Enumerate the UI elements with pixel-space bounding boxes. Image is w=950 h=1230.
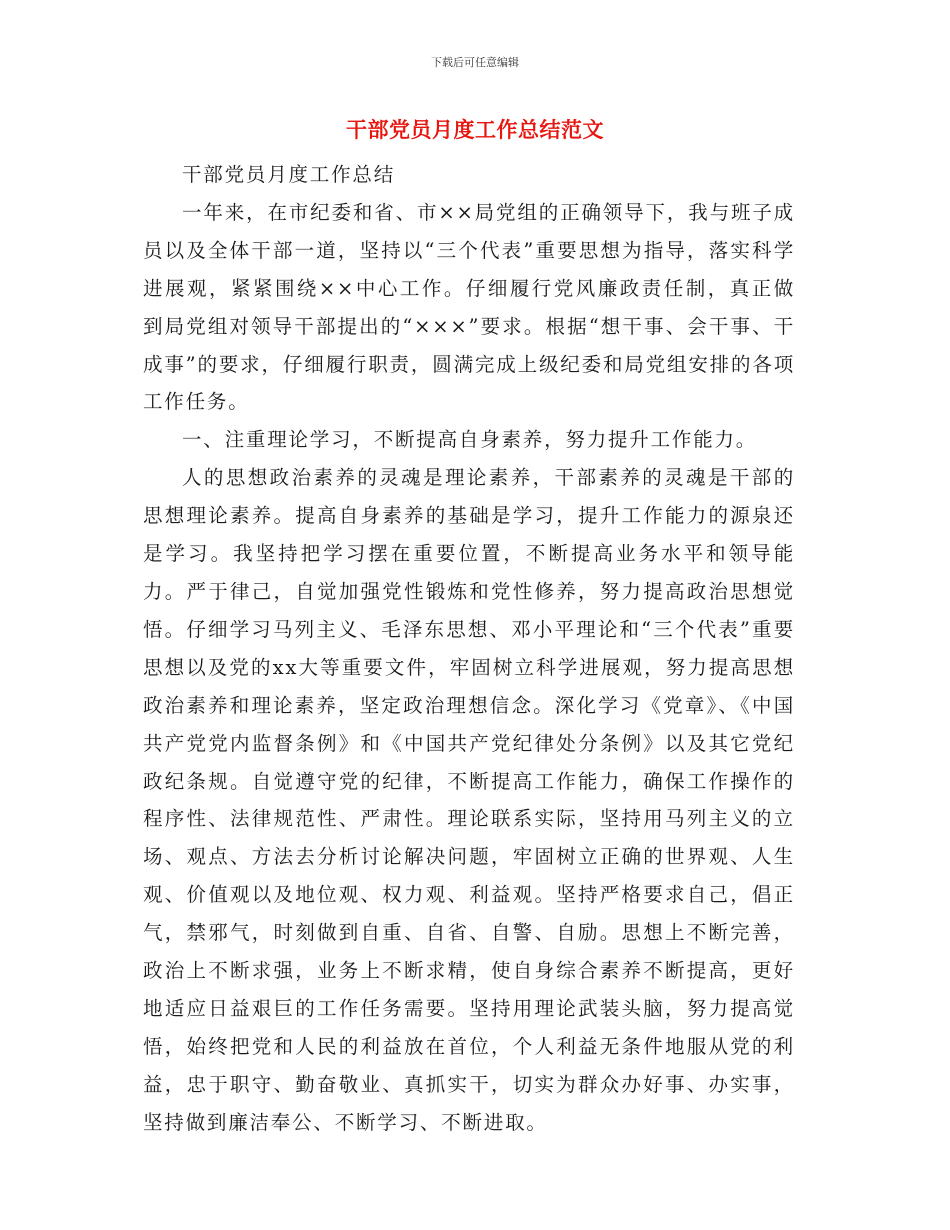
body-paragraph: 人的思想政治素养的灵魂是理论素养，干部素养的灵魂是干部的思想理论素养。提高自身素养的基础是学习，提升工作能力的源泉还是学习。我坚持把学习摆在重要位置，不断提高业务水平和领导能力。严于律己，自觉加强党性锻炼和党性修养，努力提高政治思想觉悟。仔细学习马列主义、毛泽东思想、邓小平理论和“三个代表”重要思想以及党的xx大等重要文件，牢固树立科学进展观，努力提高思想政治素养和理论素养，坚定政治理想信念。深化学习《党章》、《中国共产党党内监督条例》和《中国共产党纪律处分条例》以及其它党纪政纪条规。自觉遵守党的纪律，不断提高工作能力，确保工作操作的程序性、法律规范性、严肃性。理论联系实际，坚持用马列主义的立场、观点、方法去分析讨论解决问题，牢固树立正确的世界观、人生观、价值观以及地位观、权力观、利益观。坚持严格要求自己，倡正气，禁邪气，时刻做到自重、自省、自警、自励。思想上不断完善，政治上不断求强，业务上不断求精，使自身综合素养不断提高，更好地适应日益艰巨的工作任务需要。坚持用理论武装头脑，努力提高觉悟，始终把党和人民的利益放在首位，个人利益无条件地服从党的利益，忠于职守、勤奋敬业、真抓实干，切实为群众办好事、办实事，坚持做到廉洁奉公、不断学习、不断进取。	[143, 466, 795, 1134]
document-title: 干部党员月度工作总结范文	[346, 118, 604, 142]
subtitle-paragraph: 干部党员月度工作总结	[182, 163, 396, 186]
document-body	[143, 156, 795, 1142]
header-note: 下载后可任意编辑	[431, 56, 519, 69]
intro-paragraph: 一年来，在市纪委和省、市××局党组的正确领导下，我与班子成员以及全体干部一道，坚持以“三个代表”重要思想为指导，落实科学进展观，紧紧围绕××中心工作。仔细履行党风廉政责任制，真正做到局党组对领导干部提出的“×××”要求。根据“想干事、会干事、干成事”的要求，仔细履行职责，圆满完成上级纪委和局党组安排的各项工作任务。	[143, 200, 795, 414]
section-heading: 一、注重理论学习，不断提高自身素养，努力提升工作能力。	[182, 428, 758, 452]
